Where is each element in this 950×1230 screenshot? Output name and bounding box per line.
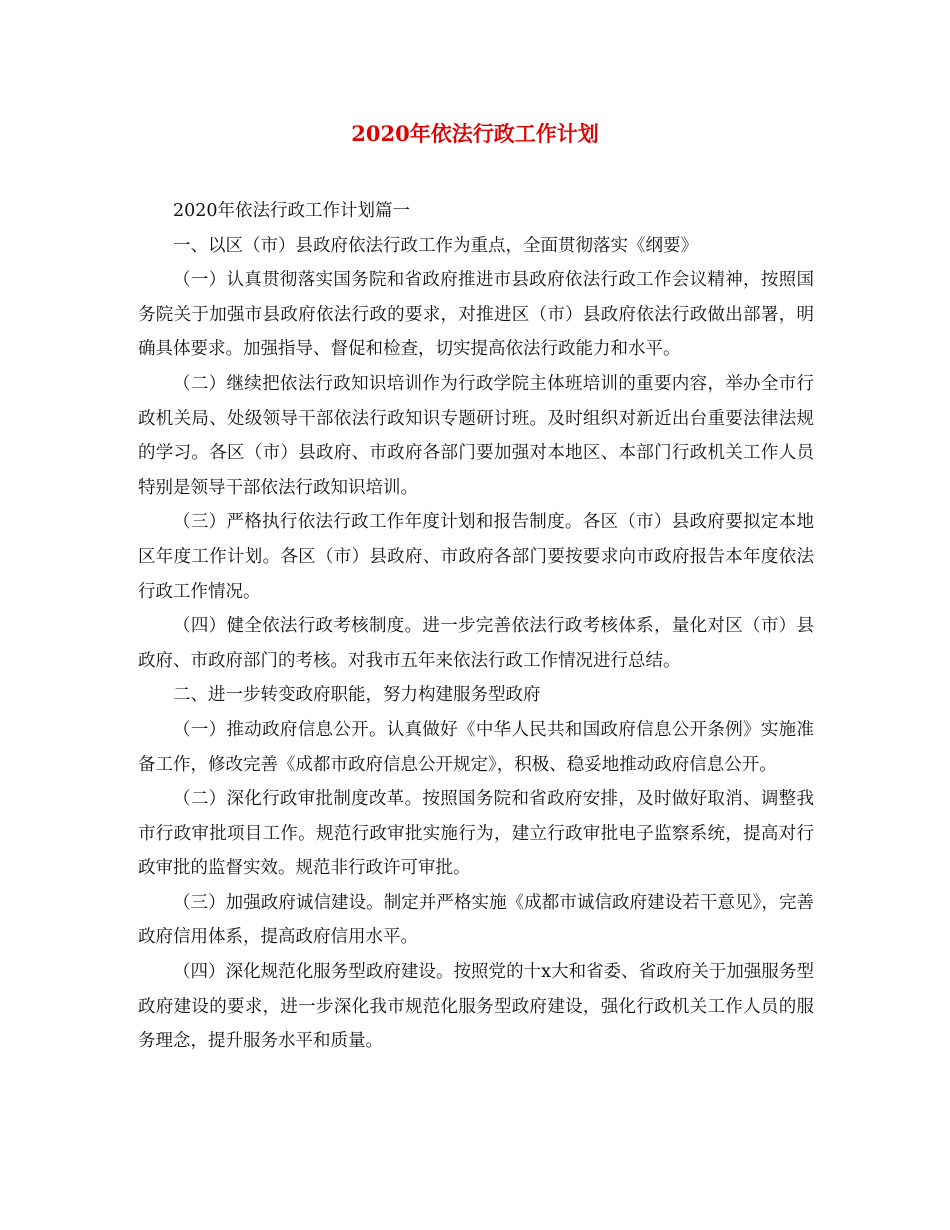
document-body bbox=[138, 194, 814, 1059]
section-heading-1: 一、以区（市）县政府依法行政工作为重点，全面贯彻落实《纲要》 bbox=[173, 235, 698, 256]
body-paragraph: （二）深化行政审批制度改革。按照国务院和省政府安排，及时做好取消、调整我市行政审批项目工作。规范行政审批实施行为，建立行政审批电子监察系统，提高对行政审批的监督实效。规范非行政许可审批。 bbox=[138, 789, 814, 879]
body-paragraph: （二）继续把依法行政知识培训作为行政学院主体班培训的重要内容，举办全市行政机关局、处级领导干部依法行政知识专题研讨班。及时组织对新近出台重要法律法规的学习。各区（市）县政府、市政府各部门要加强对本地区、本部门行政机关工作人员特别是领导干部依法行政知识培训。 bbox=[138, 373, 814, 498]
body-paragraph: （一）推动政府信息公开。认真做好《中华人民共和国政府信息公开条例》实施准备工作，修改完善《成都市政府信息公开规定》，积极、稳妥地推动政府信息公开。 bbox=[138, 719, 814, 775]
body-paragraph: （四）深化规范化服务型政府建设。按照党的十x大和省委、省政府关于加强服务型政府建设的要求，进一步深化我市规范化服务型政府建设，强化行政机关工作人员的服务理念，提升服务水平和质量。 bbox=[138, 962, 814, 1052]
subtitle-paragraph: 2020年依法行政工作计划篇一 bbox=[173, 201, 411, 221]
body-paragraph: （三）严格执行依法行政工作年度计划和报告制度。各区（市）县政府要拟定本地区年度工作计划。各区（市）县政府、市政府各部门要按要求向市政府报告本年度依法行政工作情况。 bbox=[138, 512, 814, 602]
body-paragraph: （四）健全依法行政考核制度。进一步完善依法行政考核体系，量化对区（市）县政府、市政府部门的考核。对我市五年来依法行政工作情况进行总结。 bbox=[138, 616, 814, 671]
document-title: 2020年依法行政工作计划 bbox=[351, 121, 599, 146]
body-paragraph: （一）认真贯彻落实国务院和省政府推进市县政府依法行政工作会议精神，按照国务院关于加强市县政府依法行政的要求，对推进区（市）县政府依法行政做出部署，明确具体要求。加强指导、督促和检查，切实提高依法行政能力和水平。 bbox=[138, 270, 814, 360]
section-heading-2: 二、进一步转变政府职能，努力构建服务型政府 bbox=[173, 685, 541, 706]
body-paragraph: （三）加强政府诚信建设。制定并严格实施《成都市诚信政府建设若干意见》，完善政府信用体系，提高政府信用水平。 bbox=[138, 892, 814, 948]
